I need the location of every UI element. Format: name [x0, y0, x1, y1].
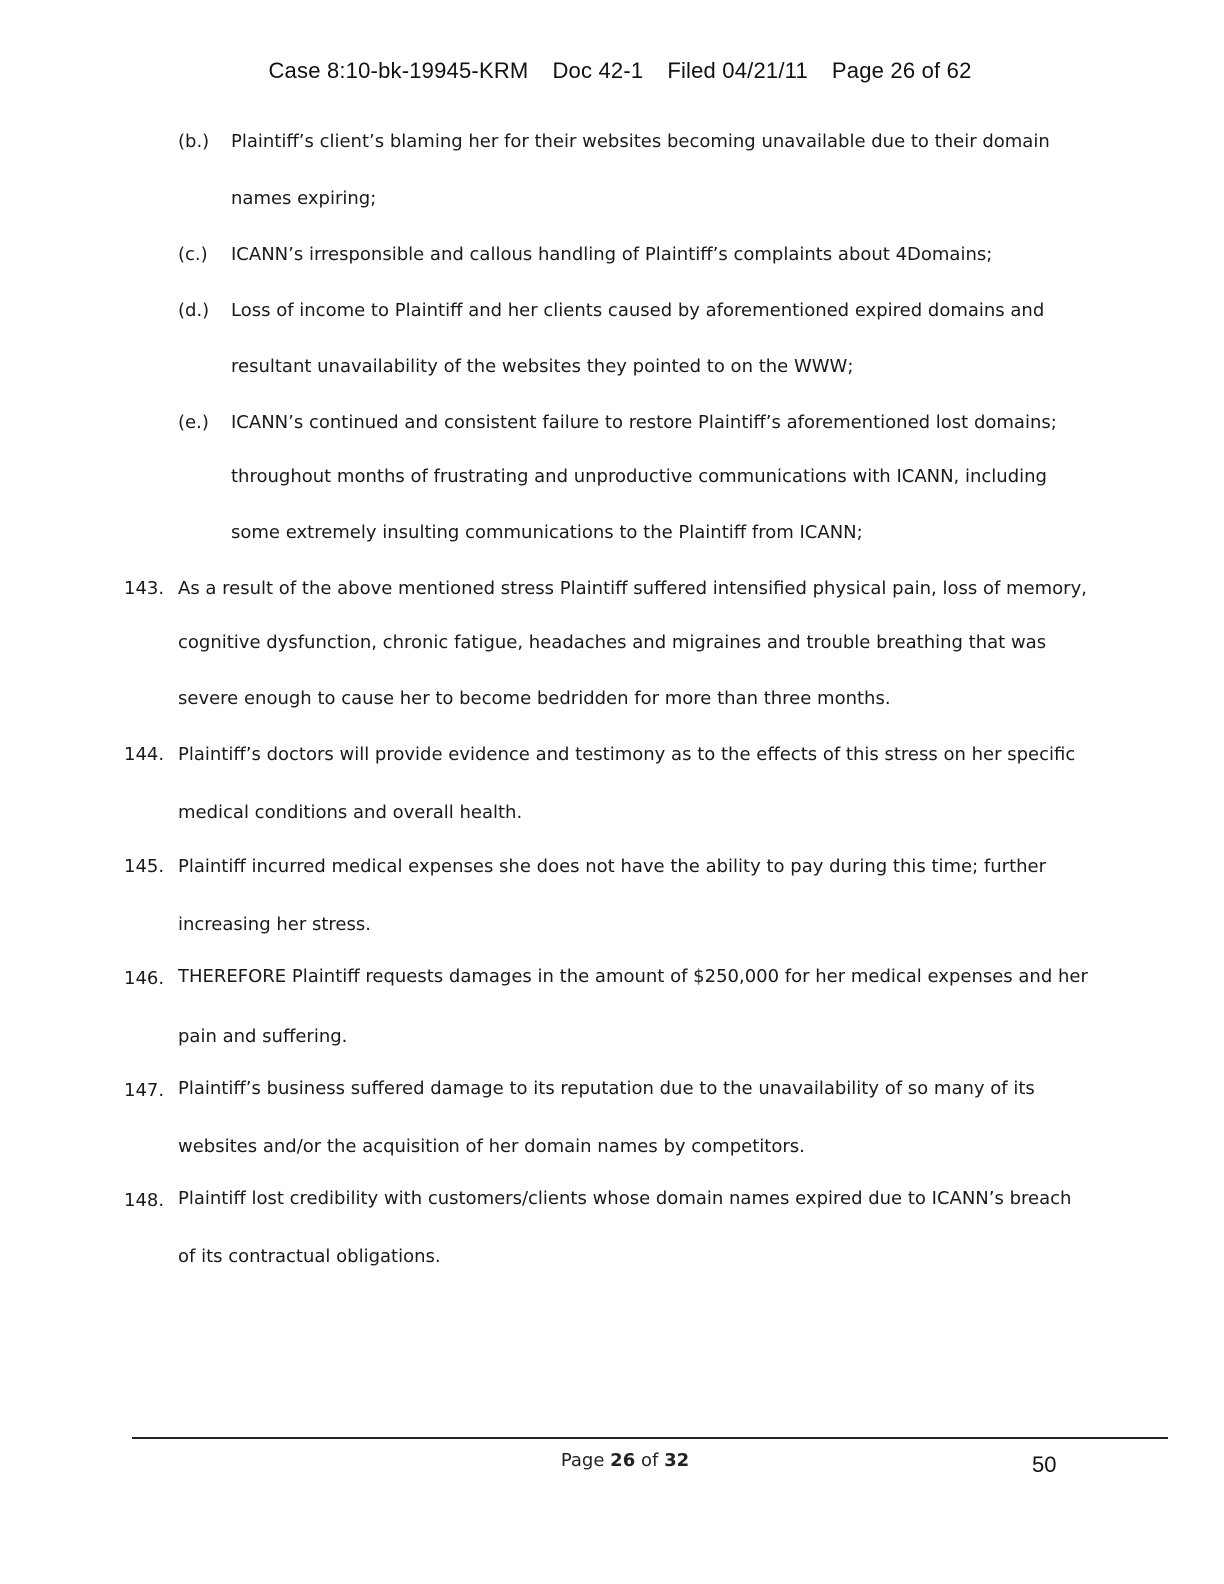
item-label: (d.) [178, 300, 210, 321]
case-header [0, 58, 1224, 84]
header-page: Page 26 of 62 [831, 58, 972, 83]
paragraph-number: 144. [124, 744, 165, 765]
paragraph-number: 148. [124, 1190, 165, 1211]
paragraph-line: increasing her stress. [178, 914, 371, 935]
item-label: (e.) [178, 412, 209, 433]
paragraph-line: cognitive dysfunction, chronic fatigue, headaches and migraines and trouble breathing that was [178, 632, 1047, 653]
exhibit-page-number: 50 [1032, 1452, 1057, 1477]
paragraph-line: of its contractual obligations. [178, 1246, 441, 1267]
paragraph-line: Plaintiff’s business suffered damage to its reputation due to the unavailability of so many of its [178, 1078, 1035, 1099]
item-line: ICANN’s continued and consistent failure to restore Plaintiff’s aforementioned lost domains; [231, 412, 1057, 433]
item-line: names expiring; [231, 188, 377, 209]
item-line: throughout months of frustrating and unproductive communications with ICANN, including [231, 466, 1047, 487]
paragraph-line: severe enough to cause her to become bedridden for more than three months. [178, 688, 891, 709]
paragraph-number: 147. [124, 1080, 165, 1101]
item-line: some extremely insulting communications to the Plaintiff from ICANN; [231, 522, 863, 543]
doc-number: Doc 42-1 [552, 58, 644, 83]
paragraph-line: THEREFORE Plaintiff requests damages in the amount of $250,000 for her medical expenses and her [178, 966, 1088, 987]
paragraph-number: 143. [124, 578, 165, 599]
footer-current-page: 26 [610, 1450, 636, 1471]
paragraph-number: 146. [124, 968, 165, 989]
item-line: Plaintiff’s client’s blaming her for their websites becoming unavailable due to their domain [231, 131, 1050, 152]
footer-rule [132, 1437, 1168, 1439]
item-label: (c.) [178, 244, 208, 265]
item-line: resultant unavailability of the websites they pointed to on the WWW; [231, 356, 854, 377]
paragraph-line: As a result of the above mentioned stress Plaintiff suffered intensified physical pain, loss of memory, [178, 578, 1087, 599]
paragraph-line: Plaintiff incurred medical expenses she does not have the ability to pay during this time; further [178, 856, 1047, 877]
paragraph-number: 145. [124, 856, 165, 877]
paragraph-line: pain and suffering. [178, 1026, 348, 1047]
paragraph-line: websites and/or the acquisition of her domain names by competitors. [178, 1136, 805, 1157]
paragraph-line: medical conditions and overall health. [178, 802, 523, 823]
footer-of-word: of [640, 1450, 659, 1471]
paragraph-line: Plaintiff’s doctors will provide evidence and testimony as to the effects of this stress on her specific [178, 744, 1076, 765]
footer-total-pages: 32 [664, 1450, 690, 1471]
item-line: ICANN’s irresponsible and callous handling of Plaintiff’s complaints about 4Domains; [231, 244, 993, 265]
footer-page-word: Page [560, 1450, 605, 1471]
case-number: Case 8:10-bk-19945-KRM [268, 58, 529, 83]
filed-date: Filed 04/21/11 [667, 58, 808, 83]
item-line: Loss of income to Plaintiff and her clients caused by aforementioned expired domains and [231, 300, 1045, 321]
item-label: (b.) [178, 131, 210, 152]
paragraph-line: Plaintiff lost credibility with customers/clients whose domain names expired due to ICANN’s breach [178, 1188, 1072, 1209]
